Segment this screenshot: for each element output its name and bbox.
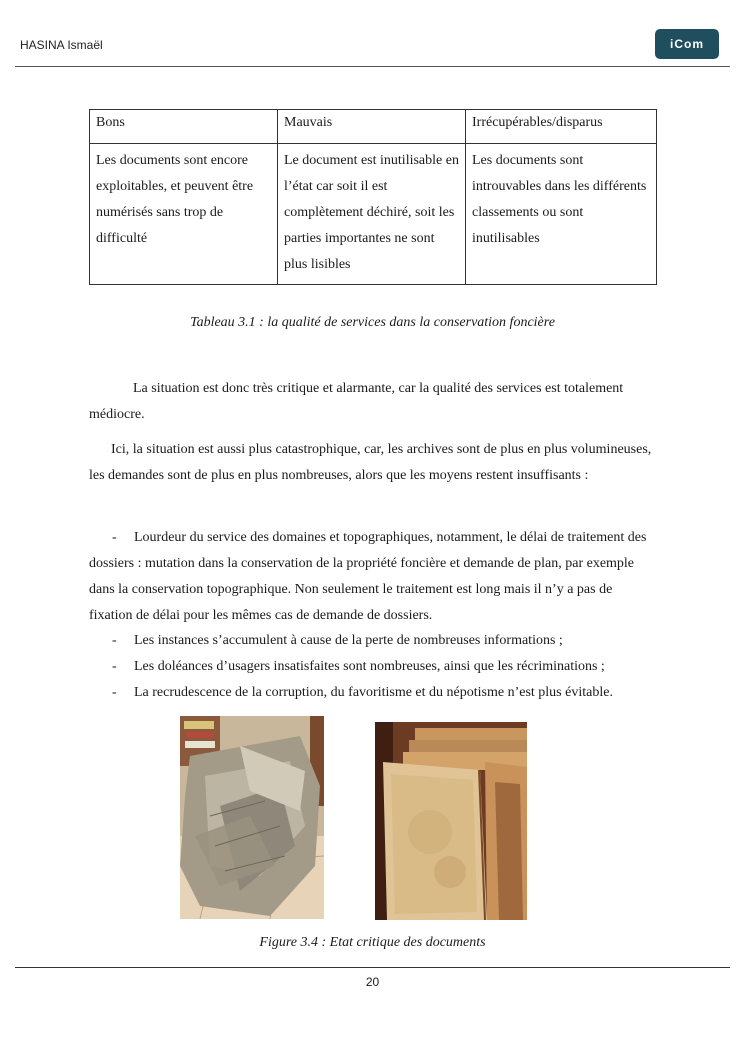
bullet-text: Lourdeur du service des domaines et topographiques, notamment, le délai de traitement des dossiers : mutation dans la conservation de la propriété foncière et demande de plan, par exemple dans la conservation topographique. Non seulement le traitement est long mais il n’y a pas de fixation de délai pour les mêmes cas de demande de dossiers. xyxy=(89,530,647,623)
bullet-marker: - xyxy=(112,659,117,674)
page-number: 20 xyxy=(365,975,380,989)
figure-caption: Figure 3.4 : Etat critique des documents xyxy=(259,935,486,950)
table-cell: Les documents sont encore exploitables, et peuvent être numérisés sans trop de difficulté xyxy=(90,144,278,285)
bullet-item xyxy=(89,628,656,654)
paragraph: La situation est donc très critique et alarmante, car la qualité des services est totalement médiocre. xyxy=(89,381,624,422)
photo-damaged-document-pile-art xyxy=(180,716,324,919)
bullet-item xyxy=(89,680,656,706)
table-row xyxy=(90,144,657,285)
bullet-marker: - xyxy=(112,530,117,545)
paragraph: Ici, la situation est aussi plus catastrophique, car, les archives sont de plus en plus volumineuses, les demandes sont de plus en plus nombreuses, alors que les moyens restent insuffisants : xyxy=(89,442,652,483)
bullet-item xyxy=(89,654,656,680)
table-header-row xyxy=(90,110,657,144)
photo-damaged-document-pile xyxy=(180,716,324,919)
bullet-text: La recrudescence de la corruption, du favoritisme et du népotisme n’est plus évitable. xyxy=(134,685,613,700)
bullet-text: Les doléances d’usagers insatisfaites sont nombreuses, ainsi que les récriminations ; xyxy=(134,659,605,674)
table-header-cell: Bons xyxy=(90,110,278,144)
bullet-marker: - xyxy=(112,633,117,648)
photo-damaged-registers-art xyxy=(375,722,527,920)
table-caption: Tableau 3.1 : la qualité de services dans la conservation foncière xyxy=(190,315,555,330)
bullet-text: Les instances s’accumulent à cause de la perte de nombreuses informations ; xyxy=(134,633,563,648)
header-author: HASINA Ismaël xyxy=(20,38,103,52)
table-header-cell: Mauvais xyxy=(278,110,466,144)
footer-divider xyxy=(15,967,730,968)
bullet-marker: - xyxy=(112,685,117,700)
table-header-cell: Irrécupérables/disparus xyxy=(466,110,657,144)
table-cell: Le document est inutilisable en l’état car soit il est complètement déchiré, soit les parties importantes ne sont plus lisibles xyxy=(278,144,466,285)
bullet-item xyxy=(89,525,656,629)
institution-logo: iCom xyxy=(655,29,719,59)
quality-table xyxy=(89,109,657,285)
table-cell: Les documents sont introuvables dans les différents classements ou sont inutilisables xyxy=(466,144,657,285)
photo-damaged-registers xyxy=(375,722,527,920)
header-divider xyxy=(15,66,730,67)
